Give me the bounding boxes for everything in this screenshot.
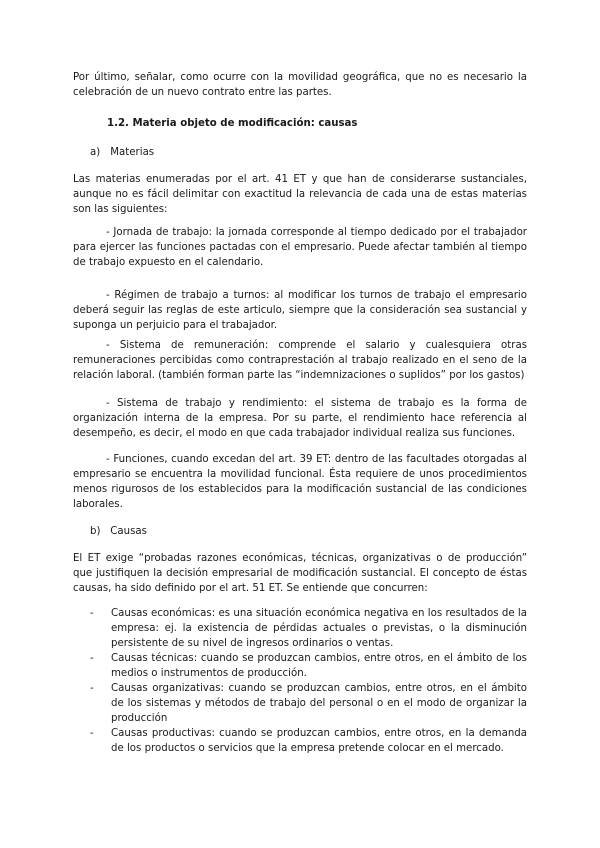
causas-list bbox=[90, 606, 527, 756]
materia-item-rendimiento: - Sistema de trabajo y rendimiento: el sistema de trabajo es la forma de organización interna de la empresa. Por su parte, el rendimiento hace referencia al desempeño, es decir, el modo en que cada trabajador individual realiza sus funciones. bbox=[73, 398, 527, 439]
materias-intro: Las materias enumeradas por el art. 41 ET y que han de considerarse sustanciales, aunque no es fácil delimitar con exactitud la relevancia de cada una de estas materias son las siguientes: bbox=[73, 174, 527, 215]
intro-paragraph: Por último, señalar, como ocurre con la movilidad geográfica, que no es necesario la celebración de un nuevo contrato entre las partes. bbox=[73, 72, 527, 98]
bullet-dash: - bbox=[90, 728, 94, 739]
bullet-dash: - bbox=[90, 608, 94, 619]
bullet-dash: - bbox=[90, 683, 94, 694]
section-heading: 1.2. Materia objeto de modificación: causas bbox=[107, 118, 358, 129]
list-item bbox=[90, 651, 527, 681]
subsection-b-letter: b) bbox=[90, 526, 101, 537]
subsection-a-label bbox=[90, 145, 154, 160]
causa-tecnicas: Causas técnicas: cuando se produzcan cambios, entre otros, en el ámbito de los medios o instrumentos de producción. bbox=[111, 653, 527, 679]
subsection-a-title: Materias bbox=[110, 147, 155, 158]
materia-item-funciones: - Funciones, cuando excedan del art. 39 ET: dentro de las facultades otorgadas al empresario se encuentra la movilidad funcional. Ésta requiere de unos procedimientos menos rigurosos de los establecidos para la modificación sustancial de las condiciones laborales. bbox=[73, 454, 527, 510]
causa-economicas: Causas económicas: es una situación económica negativa en los resultados de la empresa: ej. la existencia de pérdidas actuales o previstas, o la disminución persistente de su nivel de ingresos ordinarios o ventas. bbox=[111, 608, 527, 649]
subsection-b-title: Causas bbox=[110, 526, 147, 537]
list-item bbox=[90, 606, 527, 651]
materia-item-turnos: - Régimen de trabajo a turnos: al modificar los turnos de trabajo el empresario deberá seguir las reglas de este articulo, siempre que la consideración sea sustancial y suponga un perjuicio para el trabajador. bbox=[73, 290, 527, 331]
list-item bbox=[90, 681, 527, 726]
subsection-b-label bbox=[90, 524, 147, 539]
subsection-a-letter: a) bbox=[90, 147, 101, 158]
list-item bbox=[90, 726, 527, 756]
materia-item-remuneracion: - Sistema de remuneración: comprende el salario y cualesquiera otras remuneraciones percibidas como contraprestación al trabajo realizado en el seno de la relación laboral. (también forman parte las “indemnizaciones o suplidos” por los gastos) bbox=[73, 340, 527, 381]
materia-item-jornada: - Jornada de trabajo: la jornada corresponde al tiempo dedicado por el trabajador para ejercer las funciones pactadas con el empresario. Puede afectar también al tiempo de trabajo expuesto en el calendario. bbox=[73, 227, 527, 268]
causas-intro: El ET exige “probadas razones económicas, técnicas, organizativas o de producción” que justifiquen la decisión empresarial de modificación sustancial. El concepto de éstas causas, ha sido definido por el art. 51 ET. Se entiende que concurren: bbox=[73, 553, 527, 594]
bullet-dash: - bbox=[90, 653, 94, 664]
causa-organizativas: Causas organizativas: cuando se produzcan cambios, entre otros, en el ámbito de los sistemas y métodos de trabajo del personal o en el modo de organizar la producción bbox=[111, 683, 527, 724]
causa-productivas: Causas productivas: cuando se produzcan cambios, entre otros, en la demanda de los productos o servicios que la empresa pretende colocar en el mercado. bbox=[111, 728, 527, 754]
